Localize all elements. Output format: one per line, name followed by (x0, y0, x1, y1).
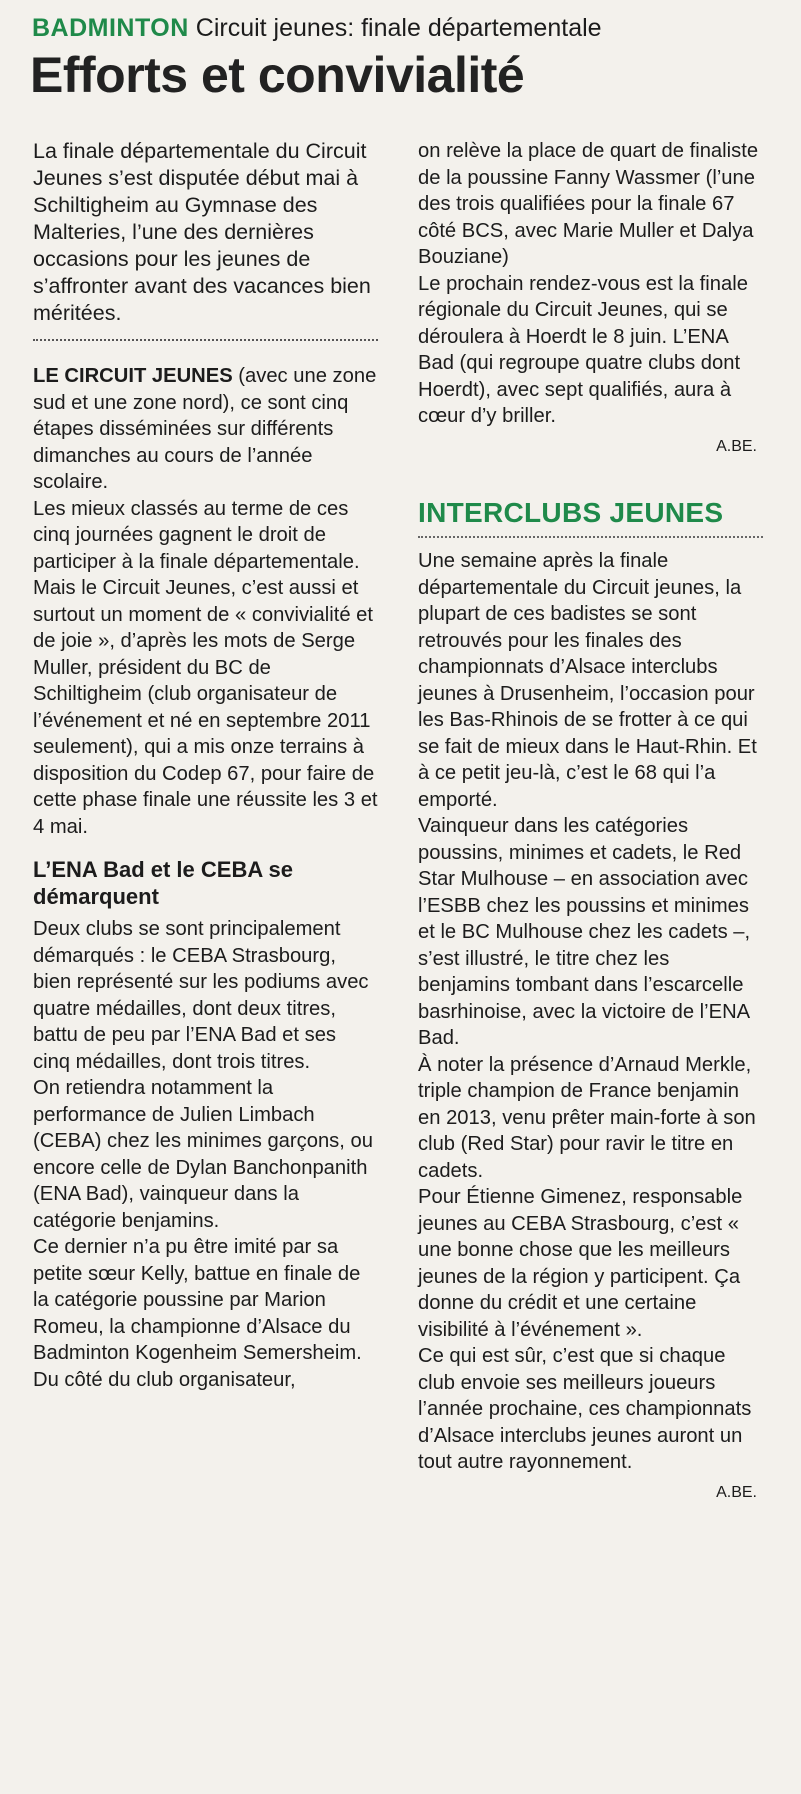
paragraph-text: (avec une zone sud et une zone nord), ce sont cinq étapes disséminées sur différents dimanches au cours de l’année scolaire. (33, 365, 377, 493)
paragraph: Ce dernier n’a pu être imité par sa petite sœur Kelly, battue en finale de la catégorie poussine par Marion Romeu, la championne d’Alsace du Badminton Kogenheim Semersheim. (33, 1236, 362, 1364)
paragraph: On retiendra notamment la performance de Julien Limbach (CEBA) chez les minimes garçons, ou encore celle de Dylan Banchonpanith (ENA Bad), vainqueur dans la catégorie benjamins. (33, 1077, 373, 1232)
box-heading: INTERCLUBS JEUNES (418, 496, 763, 538)
paragraph-circuit (33, 363, 378, 496)
section-subhead: L’ENA Bad et le CEBA se démarquent (33, 857, 293, 909)
article-headline: Efforts et convivialité (30, 47, 525, 103)
author-signature-2: A.BE. (716, 1483, 757, 1501)
paragraph: Le prochain rendez-vous est la finale régionale du Circuit Jeunes, qui se déroulera à Hoerdt le 8 juin. L’ENA Bad (qui regroupe quatre clubs dont Hoerdt), avec sept qualifiés, aura à cœur d’y briller. (418, 272, 748, 427)
left-column (33, 138, 378, 1393)
section-rubric: BADMINTON (32, 14, 189, 42)
paragraph: Deux clubs se sont principalement démarqués : le CEBA Strasbourg, bien représenté sur les podiums avec quatre médailles, dont deux titres, battu de peu par l’ENA Bad et ses cinq médailles, dont trois titres. (33, 918, 369, 1073)
kicker-subtitle: Circuit jeunes: finale départementale (195, 14, 602, 42)
paragraph: Les mieux classés au terme de ces cinq journées gagnent le droit de participer à la finale départementale. (33, 497, 360, 573)
right-column (418, 138, 763, 1506)
author-signature: A.BE. (716, 437, 757, 455)
paragraph: Une semaine après la finale départementale du Circuit jeunes, la plupart de ces badistes se sont retrouvés pour les finales des championnats d’Alsace interclubs jeunes à Drusenheim, l’occasion pour les Bas-Rhinois de se frotter à ce qui se fait de mieux dans le Haut-Rhin. Et à ce petit jeu-là, c’est le 68 qui l’a emporté. (418, 550, 757, 811)
paragraph: Du côté du club organisateur, (33, 1368, 296, 1391)
paragraph: on relève la place de quart de finaliste de la poussine Fanny Wassmer (l’une des trois qualifiées pour la finale 67 côté BCS, avec Marie Muller et Dalya Bouziane) (418, 140, 759, 268)
paragraph: Mais le Circuit Jeunes, c’est aussi et surtout un moment de « convivialité et de joie », d’après les mots de Serge Muller, président du BC de Schiltigheim (club organisateur de l’événement et né en septembre 2011 seulement), qui a mis onze terrains à disposition du Codep 67, pour faire de cette phase finale une réussite les 3 et 4 mai. (33, 577, 378, 838)
runin-text: LE CIRCUIT JEUNES (33, 365, 233, 387)
paragraph: Ce qui est sûr, c’est que si chaque club envoie ses meilleurs joueurs l’année prochaine, ces championnats d’Alsace interclubs jeunes auront un tout autre rayonnement. (418, 1345, 752, 1473)
paragraph: Pour Étienne Gimenez, responsable jeunes au CEBA Strasbourg, c’est « une bonne chose que les meilleurs jeunes de la région y participent. Ça donne du crédit et une certaine visibilité à l’événement ». (418, 1186, 743, 1341)
lead-paragraph: La finale départementale du Circuit Jeunes s’est disputée début mai à Schiltigheim au Gymnase des Malteries, l’une des dernières occasions pour les jeunes de s’affronter avant des vacances bien méritées. (33, 139, 371, 325)
article-kicker (32, 14, 602, 42)
paragraph: À noter la présence d’Arnaud Merkle, triple champion de France benjamin en 2013, venu prêter main-forte à son club (Red Star) pour ravir le titre en cadets. (418, 1053, 756, 1182)
paragraph: Vainqueur dans les catégories poussins, minimes et cadets, le Red Star Mulhouse – en association avec l’ESBB chez les poussins et minimes et le BC Mulhouse chez les cadets –, s’est illustré, le titre chez les benjamins tombant dans l’escarcelle basrhinoise, avec la victoire de l’ENA Bad. (418, 815, 751, 1049)
dotted-divider (33, 339, 378, 341)
